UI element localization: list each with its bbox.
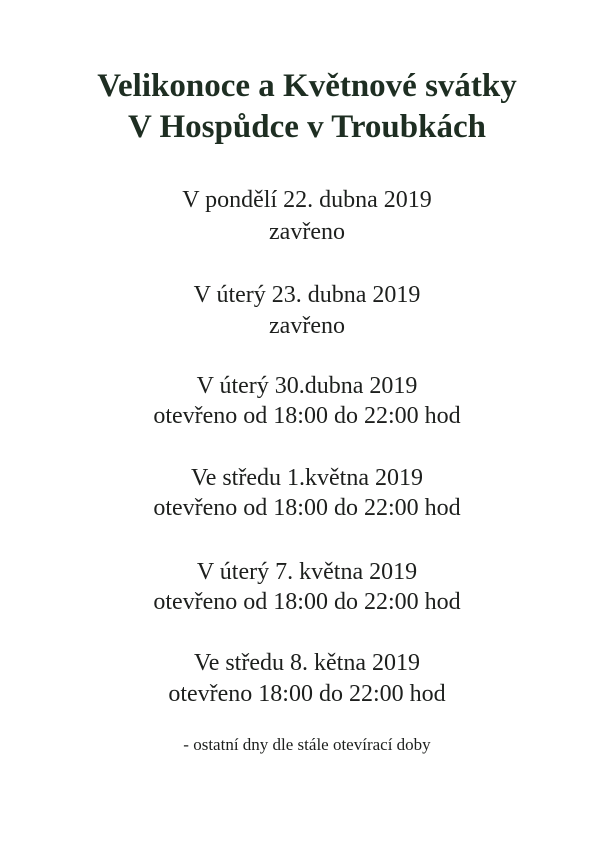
entry-1-status: zavřeno [269,219,345,245]
title-line-2: V Hospůdce v Troubkách [128,109,486,145]
entry-1-date: V pondělí 22. dubna 2019 [182,187,432,213]
entry-4-status: otevřeno od 18:00 do 22:00 hod [153,495,461,521]
entry-2-date: V úterý 23. dubna 2019 [193,282,421,308]
entry-3-status: otevřeno od 18:00 do 22:00 hod [153,403,461,429]
title-line-1: Velikonoce a Květnové svátky [97,68,517,104]
entry-5-status: otevřeno od 18:00 do 22:00 hod [153,589,461,615]
entry-6-status: otevřeno 18:00 do 22:00 hod [168,681,446,707]
entry-3-date: V úterý 30.dubna 2019 [196,373,418,399]
entry-4-date: Ve středu 1.května 2019 [191,465,423,491]
entry-6-date: Ve středu 8. kětna 2019 [194,650,420,676]
entry-5-date: V úterý 7. května 2019 [196,559,418,585]
entry-2-status: zavřeno [269,313,345,339]
footnote: - ostatní dny dle stále otevírací doby [183,735,431,754]
